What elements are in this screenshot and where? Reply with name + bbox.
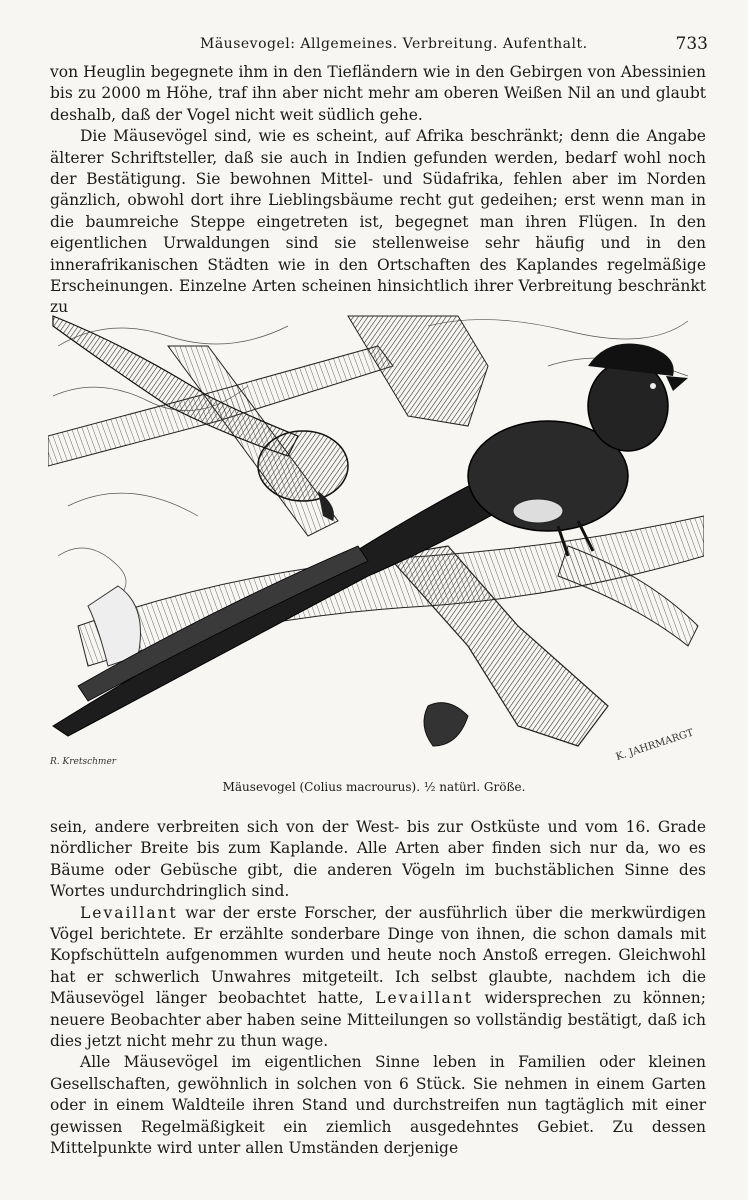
figure-caption: Mäusevogel (Colius macrourus). ½ natürl. Größe. [222,780,526,794]
bottom-text-block [50,817,706,1160]
bird-illustration [48,306,704,784]
paragraph-text: widersprechen zu können; neuere Beobachter aber haben seine Mitteilungen so vollständig bestätigt, daß ich dies jetzt nicht mehr zu thun wage. [50,989,706,1051]
paragraph: Die Mäusevögel sind, wie es scheint, auf Afrika beschränkt; denn die Angabe älterer Schriftsteller, daß sie auch in Indien gefunden werden, bedarf wohl noch der Bestätigung. Sie bewohnen Mittel- und Südafrika, fehlen aber im Norden gänzlich, obwohl dort ihre Lieblingsbäume recht gut gedeihen; erst wenn man in die baumreiche Steppe eingetreten ist, begegnet man ihren Flügen. In den eigentlichen Urwaldungen sind sie stellenweise sehr häufig und in den innerafrikanischen Städten wie in den Ortschaften des Kaplandes regelmäßige Erscheinungen. Einzelne Arten scheinen hinsichtlich ihrer Verbreitung beschränkt zu [50,127,706,317]
paragraph: von Heuglin begegnete ihm in den Tiefländern wie in den Gebirgen von Abessinien bis zu 2000 m Höhe, traf ihn aber nicht mehr am oberen Weißen Nil an und glaubt deshalb, daß der Vogel nicht weit südlich gehe. [50,63,706,124]
page-header [50,34,708,58]
artist-signature-right: K. JAHRMARGT [614,727,696,763]
artist-signature-left: R. Kretschmer [50,757,117,767]
author-name: Levaillant [375,989,473,1008]
top-text-block [50,62,706,319]
running-head: Mäusevogel: Allgemeines. Verbreitung. Aufenthalt. [200,36,588,52]
page-number: 733 [675,34,708,54]
paragraph [50,903,706,1053]
paragraph: Alle Mäusevögel im eigentlichen Sinne leben in Familien oder kleinen Gesellschaften, gewöhnlich in solchen von 6 Stück. Sie nehmen in einem Garten oder in einem Waldteile ihren Stand und durchstreifen nun tagtäglich mit einer gewissen Regelmäßigkeit ein ziemlich ausgedehntes Gebiet. Zu dessen Mittelpunkte wird unter allen Umständen derjenige [50,1053,706,1158]
engraving-drawing [48,306,704,784]
paragraph-text: war der erste Forscher, der ausführlich über die merkwürdigen Vögel berichtete. Er erzählte sonderbare Dinge von ihnen, die schon damals mit Kopfschütteln aufgenommen wurden und heute noch Anstoß erregen. Gleichwohl hat er schwerlich Unwahres mitgeteilt. Ich selbst glaubte, nachdem ich die Mäusevögel länger beobachtet hatte, [50,903,706,1008]
paragraph: sein, andere verbreiten sich von der West- bis zur Ostküste und vom 16. Grade nördlicher Breite bis zum Kaplande. Alle Arten aber finden sich nur da, wo es Bäume oder Gebüsche gibt, die anderen Vögeln im buchstäblichen Sinne des Wortes undurchdringlich sind. [50,818,706,901]
author-name: Levaillant [80,903,178,922]
